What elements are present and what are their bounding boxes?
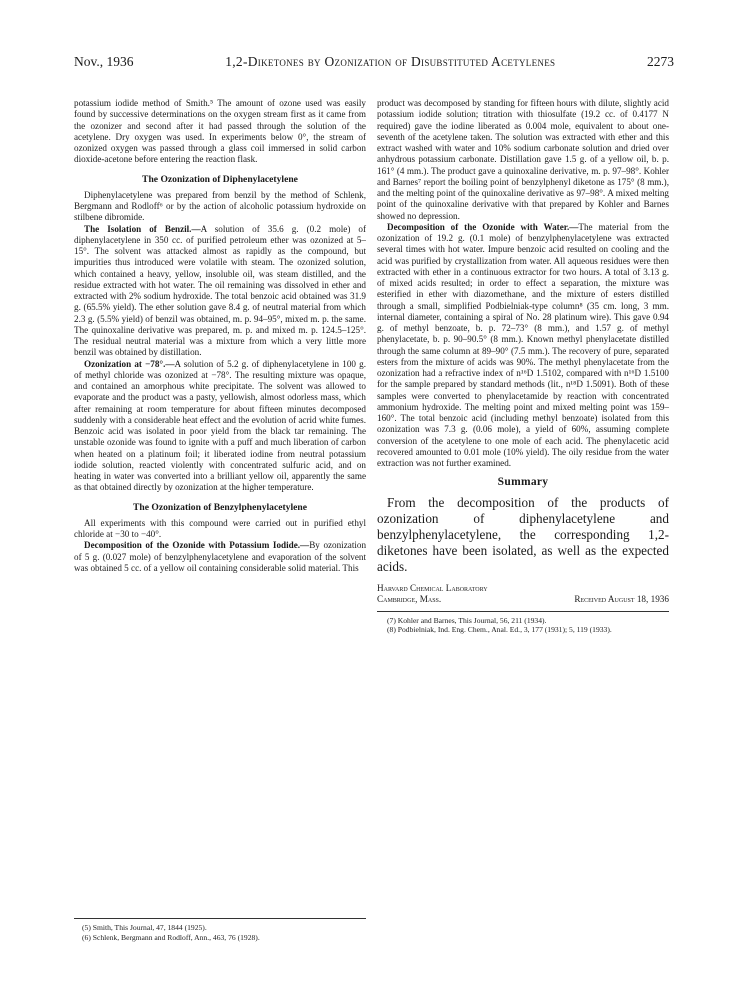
footnote: (8) Podbielniak, Ind. Eng. Chem., Anal. Ed., 3, 177 (1931); 5, 119 (1933). — [387, 625, 612, 635]
header-title: 1,2-Diketones by Ozonization of Disubstituted Acetylenes — [225, 54, 556, 69]
paragraph — [74, 224, 366, 359]
summary-text: From the decomposition of the products of ozonization of diphenylacetylene and benzylphenylacetylene, the corresponding 1,2-diketones have been isolated, as well as the expected acids. — [377, 494, 669, 574]
run-in-heading: Decomposition of the Ozonide with Water.— — [387, 221, 579, 232]
paragraph — [377, 222, 669, 470]
paragraph: Diphenylacetylene was prepared from benzil by the method of Schlenk, Bergmann and Rodloff⁶ or by the action of alcoholic potassium hydroxide on stilbene dibromide. — [74, 189, 366, 223]
paragraph — [74, 359, 366, 494]
footnote: (6) Schlenk, Bergmann and Rodloff, Ann., 463, 76 (1928). — [82, 932, 260, 942]
page-number: 2273 — [647, 54, 674, 69]
footnote-rule — [74, 918, 366, 919]
footnote: (7) Kohler and Barnes, This Journal, 56, 211 (1934). — [387, 615, 547, 625]
lab-row — [377, 594, 669, 605]
paragraph: potassium iodide method of Smith.⁵ The amount of ozone used was easily found by successive determinations on the oxygen stream first as it came from the ozonizer and second after it had passed through the solution of the acetylene. Dry oxygen was used. In experiments below 0°, the stream of ozonized oxygen was passed through a glass coil immersed in solid carbon dioxide-acetone before entering the reaction flask. — [74, 98, 366, 165]
paragraph — [74, 540, 366, 574]
run-in-heading: Decomposition of the Ozonide with Potassium Iodide.— — [84, 540, 310, 551]
paragraph-body: A solution of 5.2 g. of diphenylacetylene in 100 g. of methyl chloride was ozonized at −78°. The resulting mixture was opaque, and contained an amorphous white precipitate. The solvent was allowed to evaporate and the product was a pasty, yellowish, almost odorless mass, which after remaining at room temperature for about fifteen minutes decomposed suddenly with a considerable heat effect and the evolution of acrid white fumes. Benzoic acid was isolated in poor yield from the black tar remaining. The unstable ozonide was found to ignite with a puff and much liberation of carbon when heated on a platinum foil; it liberated iodine from neutral potassium iodide solution, reacted violently with concentrated sulfuric acid, and on heating in water was converted into a brilliant yellow oil, apparently the same as that obtained directly by ozonization at the higher temperature. — [74, 358, 366, 493]
section-heading: The Ozonization of Benzylphenylacetylene — [132, 501, 307, 513]
run-in-heading: The Isolation of Benzil.— — [84, 223, 201, 234]
running-header — [74, 54, 674, 72]
paragraph-body: A solution of 35.6 g. (0.2 mole) of diphenylacetylene in 350 cc. of purified petroleum ether was ozonized at 5–15°. The solvent was attacked almost as rapidly as the compound, but impurities thus introduced were volatile with steam. The ozonized solution, which contained a heavy, yellow, insoluble oil, was steam distilled, and the residue extracted with hot water. The oil remaining was dissolved in ether and extracted with 2% sodium hydroxide. The total benzoic acid obtained was 31.9 g. (65.5% yield). The ether solution gave 8.4 g. of neutral material from which 2.3 g. (5.5% yield) of benzil was obtained, m. p. 94–95°, mixed m. p. the same. The quinoxaline derivative was prepared, m. p. and mixed m. p. 124.5–125°. The residual neutral material was a mixture from which a very little more benzil was obtained by distillation. — [74, 223, 366, 358]
footnote: (5) Smith, This Journal, 47, 1844 (1925). — [82, 923, 207, 932]
summary-heading: Summary — [497, 476, 549, 489]
paragraph-body: By ozonization of 5 g. (0.027 mole) of benzylphenylacetylene and evaporation of the solvent was obtained 5 cc. of a yellow oil containing considerable solid material. This — [74, 540, 367, 573]
affiliation — [377, 583, 669, 605]
right-column — [377, 98, 669, 635]
lab-name: Harvard Chemical Laboratory — [377, 582, 488, 593]
left-column — [74, 98, 366, 574]
paragraph: product was decomposed by standing for fifteen hours with dilute, slightly acid potassium iodide solution; titration with thiosulfate (19.2 cc. of 0.4177 N required) gave the iodine liberated as 0.004 mole, equivalent to about one-seventh of the acetylene taken. The solution was extracted with ether and this extract washed with water and 10% sodium carbonate solution and dried over anhydrous potassium carbonate. Distillation gave 1.5 g. of a yellow oil, b. p. 161° (4 mm.). The product gave a quinoxaline derivative, m. p. 97–98°. Kohler and Barnes⁷ report the boiling point of benzylphenyl diketone as 175° (8 mm.), and the melting point of the quinoxaline derivative as 97–98°. A mixed melting point of the quinoxaline derivative with that prepared by Kohler and Barnes showed no depression. — [377, 98, 669, 221]
footnote-rule — [377, 611, 669, 612]
paragraph: All experiments with this compound were carried out in purified ethyl chloride at −30 to −40°. — [74, 517, 366, 539]
paragraph-body: The material from the ozonization of 19.2 g. (0.1 mole) of benzylphenylacetylene was extracted several times with hot water. Impure benzoic acid resulted on cooling and the acid was purified by crystallization from water. All aqueous residues were then extracted with ether in a continuous extractor for two hours. A total of 3.13 g. of mixed acids resulted; in order to effect a separation, the mixture was esterified in ether with diazomethane, and the mixture of esters distilled through a small, simplified Podbielniak-type column⁸ (35 cm. long, 3 mm. internal diameter, containing a spiral of No. 28 platinum wire). This gave 0.94 g. of methyl benzoate, b. p. 72–73° (8 mm.), and 1.57 g. of methyl phenylacetate, b. p. 90–90.5° (8 mm.). Known methyl phenylacetate distilled through the same column at 89–90° (7.5 mm.). The recovery of pure, separated esters from the mixture of acids was 90%. The methyl phenylacetate from the ozonization had a refractive index of n¹⁶D 1.5102, compared with n¹⁶D 1.5100 for the sample prepared by standard methods (lit., n¹⁸D 1.5091). Both of these samples were converted to phenylacetamide by reaction with concentrated ammonium hydroxide. The melting point and mixed melting point was 159–160°. The total benzoic acid (including methyl benzoate) isolated from this ozonization was 7.3 g. (0.06 mole), a yield of 60%, assuming complete conversion of the acetylene to one mole of each acid. The phenylacetic acid recovered amounted to 0.01 mole (10% yield). The oily residue from the water extraction was not further examined. — [377, 221, 670, 468]
lab-city: Cambridge, Mass. — [377, 593, 442, 604]
section-heading: The Ozonization of Diphenylacetylene — [142, 173, 298, 185]
received-date: Received August 18, 1936 — [574, 593, 669, 604]
header-date: Nov., 1936 — [74, 54, 134, 69]
run-in-heading: Ozonization at −78°.— — [84, 358, 175, 369]
left-footnotes — [74, 918, 366, 942]
